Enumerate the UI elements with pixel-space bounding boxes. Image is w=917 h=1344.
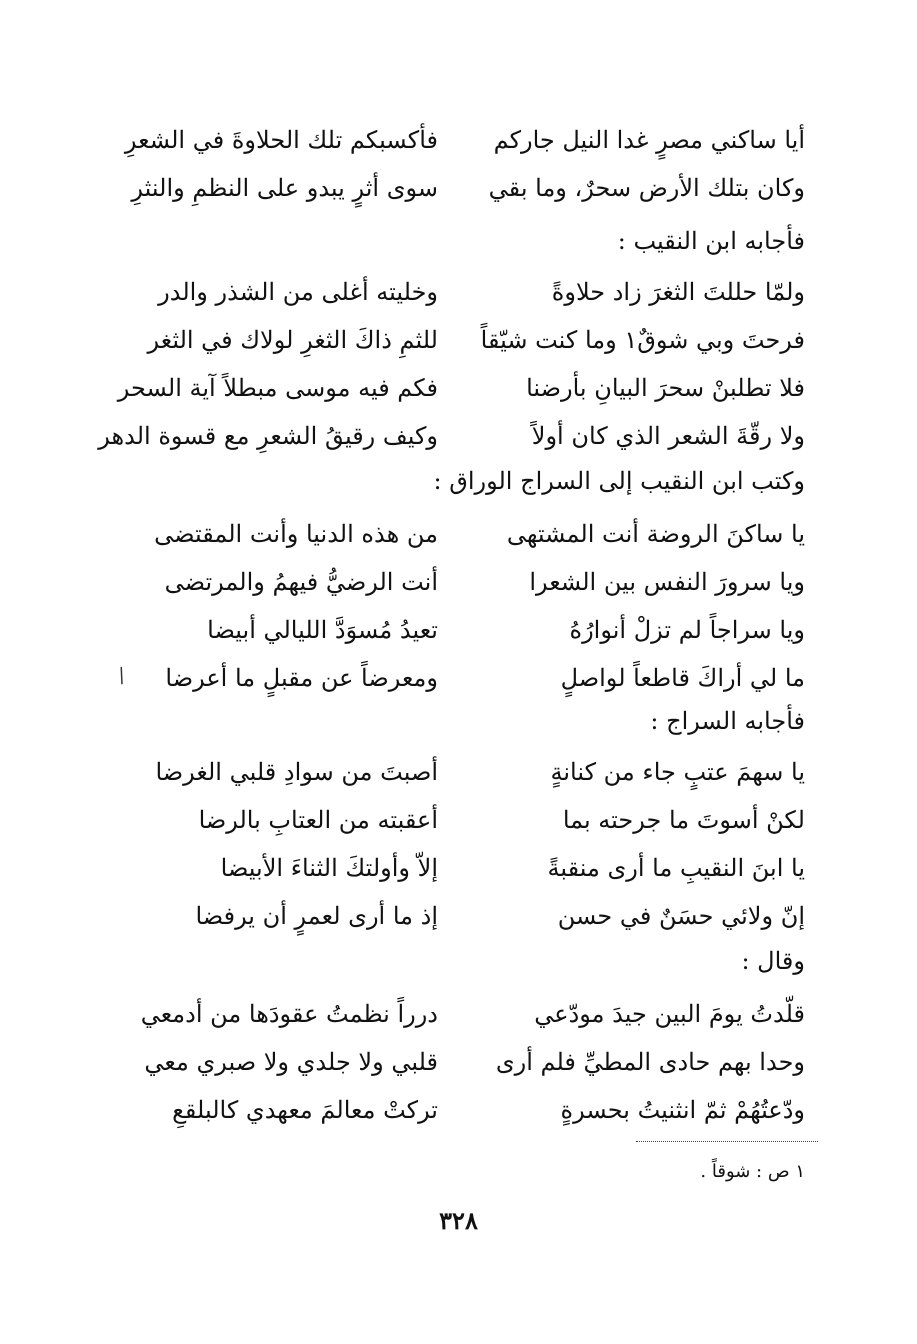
verse-first-hemistich: فلا تطلبنْ سحرَ البيانِ بأرضنا	[526, 374, 805, 402]
verse-line	[117, 364, 805, 412]
verse-second-hemistich: أعقبته من العتابِ بالرضا	[198, 806, 438, 834]
verse-first-hemistich: ولمّا حللتَ الثغرَ زاد حلاوةً	[551, 278, 805, 306]
footnote-divider	[636, 1141, 818, 1142]
verse-line	[98, 412, 805, 460]
verse-second-hemistich: أنت الرضيُّ فيهمُ والمرتضى	[164, 568, 438, 596]
margin-mark: /	[114, 662, 129, 688]
verse-second-hemistich: قلبي ولا جلدي ولا صبري معي	[144, 1048, 438, 1076]
verse-second-hemistich: وكيف رقيقُ الشعرِ مع قسوة الدهر	[98, 422, 438, 450]
verse-line	[144, 1038, 805, 1086]
verse-line	[150, 510, 805, 558]
verse-line	[140, 990, 805, 1038]
verse-second-hemistich: تركتْ معالمَ معهدي كالبلقعِ	[172, 1096, 438, 1124]
verse-first-hemistich: ودّعتُهُمْ ثمّ انثنيتُ بحسرةٍ	[560, 1096, 805, 1124]
verse-line	[150, 1086, 805, 1134]
verse-line	[150, 892, 805, 940]
verse-first-hemistich: قلّدتُ يومَ البين جيدَ مودّعي	[534, 1000, 805, 1028]
section-intro: فأجابه السراج :	[650, 707, 805, 735]
verse-first-hemistich: ويا سرورَ النفس بين الشعرا	[529, 568, 805, 596]
verse-first-hemistich: وحدا بهم حادى المطيِّ فلم أرى	[495, 1048, 805, 1076]
verse-line	[150, 268, 805, 316]
section-intro: فأجابه ابن النقيب :	[617, 227, 805, 255]
verse-first-hemistich: ويا سراجاً لم تزلْ أنوارُهُ	[569, 616, 805, 644]
verse-second-hemistich: فأكسبكم تلك الحلاوةَ في الشعرِ	[124, 126, 438, 154]
verse-second-hemistich: للثمِ ذاكَ الثغرِ لولاك في الثغر	[147, 326, 438, 354]
verse-line	[124, 116, 805, 164]
verse-line	[150, 748, 805, 796]
verse-line	[150, 654, 805, 702]
verse-first-hemistich: أيا ساكني مصرٍ غدا النيل جاركم	[493, 126, 805, 154]
verse-first-hemistich: ولا رقّةَ الشعر الذي كان أولاً	[531, 422, 805, 450]
verse-second-hemistich: تعيدُ مُسوَدَّ الليالي أبيضا	[207, 616, 438, 644]
verse-first-hemistich: لكنْ أسوتَ ما جرحته بما	[562, 806, 805, 834]
verse-second-hemistich: إذ ما أرى لعمرٍ أن يرفضا	[195, 902, 438, 930]
verse-line	[150, 844, 805, 892]
verse-second-hemistich: سوى أثرٍ يبدو على النظمِ والنثرِ	[131, 174, 438, 202]
verse-second-hemistich: إلاّ وأولتكَ الثناءَ الأبيضا	[220, 854, 438, 882]
section-intro: وقال :	[741, 947, 805, 975]
verse-first-hemistich: ما لي أراكَ قاطعاً لواصلٍ	[560, 664, 805, 692]
verse-second-hemistich: فكم فيه موسى مبطلاً آية السحر	[117, 374, 438, 402]
page-number: ٣٢٨	[439, 1206, 478, 1235]
verse-second-hemistich: من هذه الدنيا وأنت المقتضى	[154, 520, 438, 548]
verse-line	[131, 164, 805, 212]
verse-first-hemistich: وكان بتلك الأرض سحرٌ، وما بقي	[488, 174, 805, 202]
verse-second-hemistich: أصبتَ من سوادِ قلبي الغرضا	[155, 758, 438, 786]
verse-second-hemistich: ومعرضاً عن مقبلٍ ما أعرضا	[165, 664, 438, 692]
verse-line	[150, 606, 805, 654]
footnote: ١ ص : شوقاً .	[700, 1161, 805, 1182]
verse-first-hemistich: يا ساكنَ الروضة أنت المشتهى	[506, 520, 805, 548]
verse-line	[147, 316, 805, 364]
verse-line	[150, 796, 805, 844]
verse-first-hemistich: فرحتَ وبي شوقٌ١ وما كنت شيّقاً	[480, 326, 805, 354]
verse-first-hemistich: يا ابنَ النقيبِ ما أرى منقبةً	[547, 854, 805, 882]
verse-second-hemistich: وخليته أغلى من الشذر والدر	[158, 278, 438, 306]
verse-second-hemistich: درراً نظمتُ عقودَها من أدمعي	[140, 1000, 438, 1028]
section-intro: وكتب ابن النقيب إلى السراج الوراق :	[433, 467, 805, 495]
verse-line	[150, 558, 805, 606]
verse-first-hemistich: يا سهمَ عتبٍ جاء من كنانةٍ	[550, 758, 805, 786]
verse-first-hemistich: إنّ ولائي حسَنٌ في حسن	[557, 902, 805, 930]
